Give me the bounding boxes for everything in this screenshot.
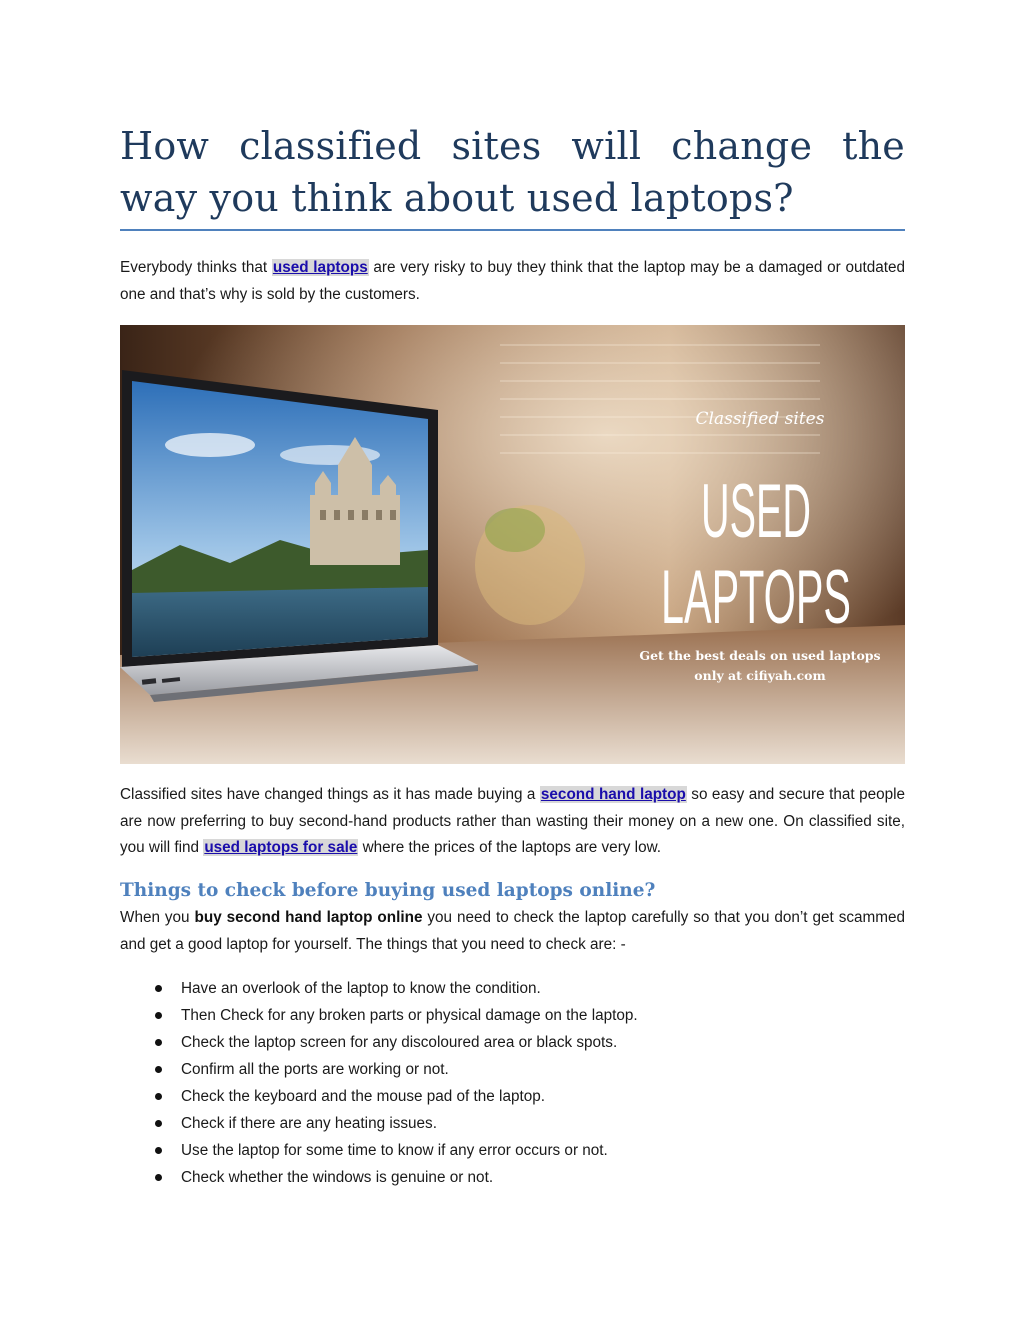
para2-text-2: so easy and secure that people are now preferring to buy second-hand products rather than wasting their money on a new one. On classified site, you will find [120, 786, 906, 856]
bullet-icon [155, 985, 162, 992]
list-item-text: Confirm all the ports are working or not. [181, 1061, 449, 1078]
hero-image [120, 325, 905, 764]
list-item-text: Check the keyboard and the mouse pad of the laptop. [181, 1088, 545, 1105]
section-bold-phrase: buy second hand laptop online [194, 909, 423, 926]
section-text-1: When you [120, 909, 195, 926]
list-item [120, 1083, 638, 1110]
section-heading: Things to check before buying used laptops online? [120, 880, 656, 901]
classified-paragraph [120, 782, 905, 862]
bullet-icon [155, 1066, 162, 1073]
hero-headline-used: USED [701, 469, 811, 554]
title-divider [120, 229, 905, 231]
bullet-icon [155, 1147, 162, 1154]
bullet-icon [155, 1093, 162, 1100]
section-text-2: you need to check the laptop carefully so that you don’t get scammed and get a good laptop for yourself. The things that you need to check are: - [120, 909, 905, 953]
bullet-icon [155, 1174, 162, 1181]
page-title: How classified sites will change the way you think about used laptops? [120, 124, 905, 220]
list-item [120, 1056, 638, 1083]
bullet-icon [155, 1012, 162, 1019]
intro-text-after: are very risky to buy they think that the laptop may be a damaged or outdated one and that’s why is sold by the customers. [120, 259, 906, 303]
intro-paragraph [120, 255, 905, 308]
list-item [120, 1110, 638, 1137]
list-item-text: Have an overlook of the laptop to know the condition. [181, 980, 541, 997]
list-item-text: Check if there are any heating issues. [181, 1115, 437, 1132]
list-item-text: Use the laptop for some time to know if any error occurs or not. [181, 1142, 608, 1159]
hero-subtext-line-1: Get the best deals on used laptops [639, 648, 881, 663]
bullet-icon [155, 1039, 162, 1046]
used-laptops-for-sale-link[interactable]: used laptops for sale [204, 839, 358, 856]
hero-subtext-line-2: only at cifiyah.com [694, 668, 826, 683]
list-item [120, 1029, 638, 1056]
intro-text-before: Everybody thinks that [120, 259, 272, 276]
list-item [120, 975, 638, 1002]
used-laptops-link[interactable]: used laptops [272, 259, 368, 276]
bullet-icon [155, 1120, 162, 1127]
list-item-text: Check whether the windows is genuine or not. [181, 1169, 494, 1186]
list-item [120, 1164, 638, 1191]
second-hand-laptop-link[interactable]: second hand laptop [540, 786, 686, 803]
para2-text-3: where the prices of the laptops are very low. [358, 839, 662, 856]
list-item-text: Check the laptop screen for any discoloured area or black spots. [181, 1034, 618, 1051]
section-paragraph [120, 905, 905, 958]
list-item [120, 1137, 638, 1164]
list-item [120, 1002, 638, 1029]
list-item-text: Then Check for any broken parts or physical damage on the laptop. [181, 1007, 638, 1024]
para2-text-1: Classified sites have changed things as it has made buying a [120, 786, 540, 803]
hero-tagline: Classified sites [695, 409, 825, 429]
checklist [120, 975, 638, 1191]
hero-headline-laptops: LAPTOPS [661, 555, 851, 640]
